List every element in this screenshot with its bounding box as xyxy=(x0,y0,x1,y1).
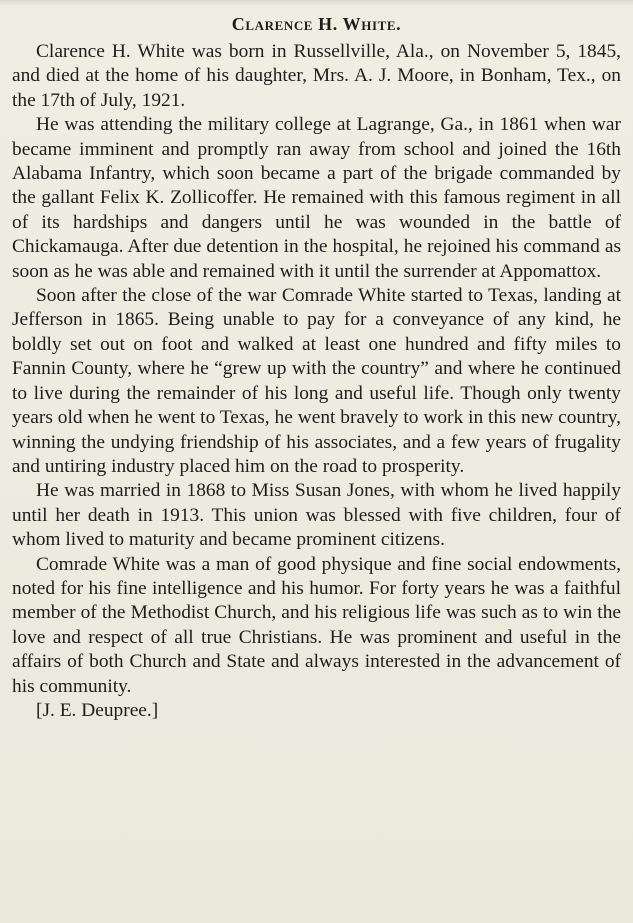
paragraph-marriage: He was married in 1868 to Miss Susan Jones, with whom he lived happily until her death in 1913. This union was blessed with five children, four of whom lived to maturity and became prominent citizens. xyxy=(12,480,621,551)
article-title: Clarence H. White. xyxy=(231,14,402,34)
paragraph-texas: Soon after the close of the war Comrade White started to Texas, landing at Jefferson in 1865. Being unable to pay for a conveyance of any kind, he boldly set out on foot and walked at least one hundred and fifty miles to Fannin County, where he “grew up with the country” and where he continued to live during the remainder of his long and useful life. Though only twenty years old when he went to Texas, he went bravely to work in this new country, winning the undying friendship of his associates, and a few years of frugality and untiring industry placed him on the road to prosperity. xyxy=(12,285,621,477)
paragraph-birth-death: Clarence H. White was born in Russellville, Ala., on November 5, 1845, and died at the home of his daughter, Mrs. A. J. Moore, in Bonham, Tex., on the 17th of July, 1921. xyxy=(12,41,621,111)
paragraph-character: Comrade White was a man of good physique and fine social endowments, noted for his fine intelligence and his humor. For forty years he was a faithful member of the Methodist Church, and his religious life was such as to win the love and respect of all true Christians. He was prominent and useful in the affairs of both Church and State and always interested in the advancement of his community. xyxy=(12,553,621,697)
author-signature: [J. E. Deupree.] xyxy=(36,699,159,721)
paragraph-military-service: He was attending the military college at Lagrange, Ga., in 1861 when war became imminent and promptly ran away from school and joined the 16th Alabama Infantry, which soon became a part of the brigade commanded by the gallant Felix K. Zollicoffer. He remained with this famous regiment in all of its hardships and dangers until he was wounded in the battle of Chickamauga. After due detention in the hospital, he rejoined his command as soon as he was able and remained with it until the surrender at Appomattox. xyxy=(12,114,621,282)
obituary-article xyxy=(12,6,621,723)
